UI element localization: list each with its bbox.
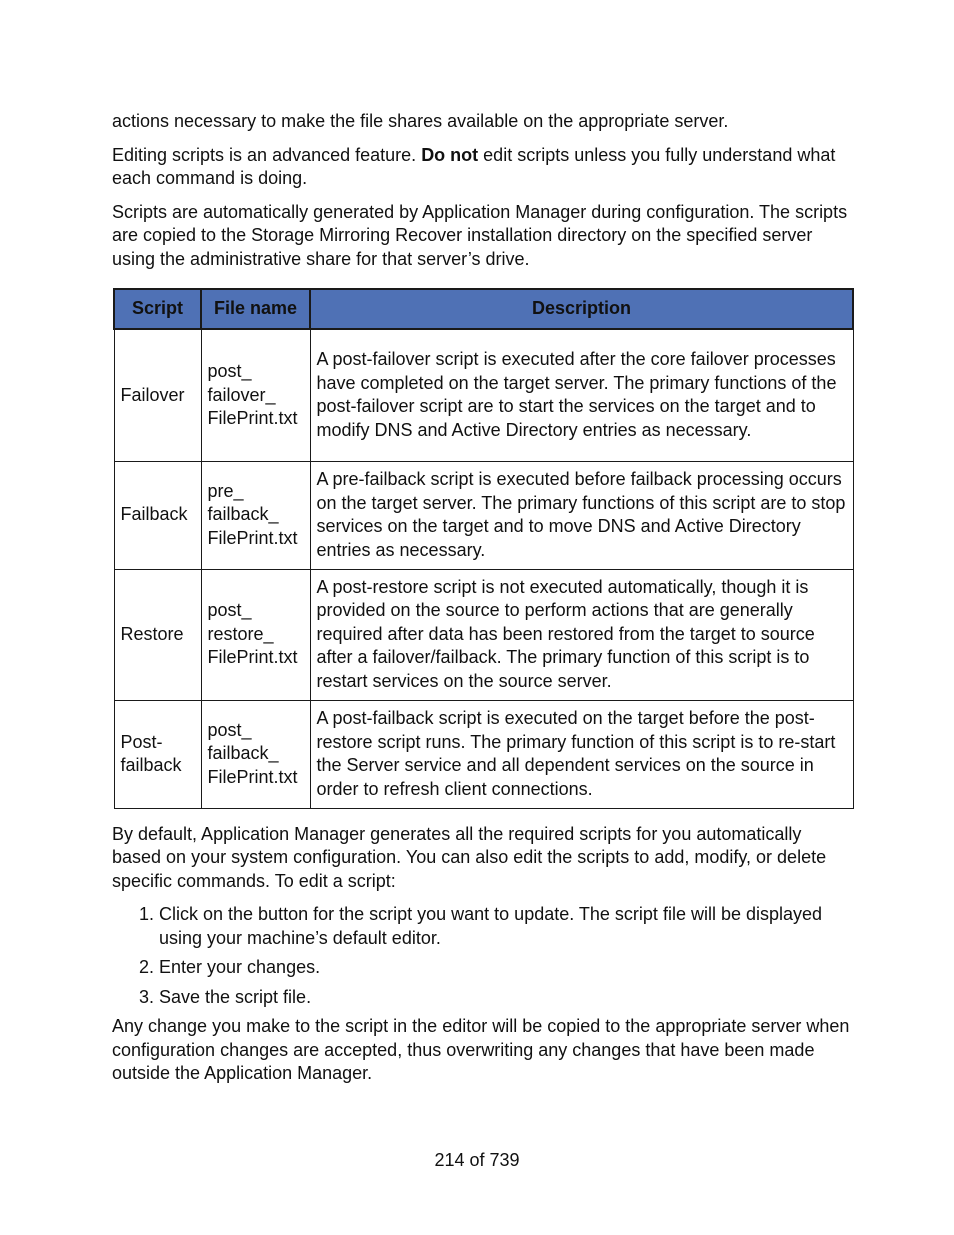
cell-description: A pre-failback script is executed before failback processing occurs on the target server. The primary functions of this script are to stop services on the target and to move DNS and Active Directory entries as necessary. xyxy=(310,461,853,569)
table-row xyxy=(114,569,853,700)
table-row xyxy=(114,329,853,461)
cell-file-name: post_ failback_ FilePrint.txt xyxy=(201,700,310,808)
body-paragraph-defaults: By default, Application Manager generates all the required scripts for you automatically based on your system configuration. You can also edit the scripts to add, modify, or delete specific commands. To edit a script: xyxy=(112,823,827,891)
cell-description: A post-failover script is executed after the core failover processes have completed on the target server. The primary functions of the post-failover script are to start the services on the target and to modify DNS and Active Directory entries as necessary. xyxy=(310,329,853,461)
cell-description: A post-restore script is not executed automatically, though it is provided on the source to perform actions that are generally required after data has been restored from the target to source after a failover/failback. The primary function of this script is to restart services on the source server. xyxy=(310,569,853,700)
list-item: 2. Enter your changes. xyxy=(159,956,852,980)
body-paragraph-changes: Any change you make to the script in the editor will be copied to the appropriate server when configuration changes are accepted, thus overwriting any changes that have been made outside the Application Manager. xyxy=(112,1016,850,1083)
cell-script: Failover xyxy=(114,329,201,461)
header-script: Script xyxy=(114,289,201,329)
header-file-name: File name xyxy=(201,289,310,329)
do-not-emphasis: Do not xyxy=(421,144,479,165)
cell-file-name: pre_ failback_ FilePrint.txt xyxy=(201,461,310,569)
cell-script: Post- failback xyxy=(114,700,201,808)
cell-file-name: post_ failover_ FilePrint.txt xyxy=(201,329,310,461)
intro-paragraph-3: Scripts are automatically generated by Application Manager during configuration. The scripts are copied to the Storage Mirroring Recover installation directory on the specified server using the administrative share for that server’s drive. xyxy=(112,201,848,269)
header-description: Description xyxy=(310,289,853,329)
cell-file-name: post_ restore_ FilePrint.txt xyxy=(201,569,310,700)
table-header-row xyxy=(114,289,853,329)
intro-paragraph-1: actions necessary to make the file shares available on the appropriate server. xyxy=(112,111,729,131)
list-item: 3. Save the script file. xyxy=(159,986,852,1010)
cell-script: Failback xyxy=(114,461,201,569)
edit-steps-list xyxy=(112,903,852,1009)
table-row xyxy=(114,461,853,569)
cell-description: A post-failback script is executed on the target before the post-restore script runs. The primary function of this script is to re-start the Server service and all dependent services on the source in order to refresh client connections. xyxy=(310,700,853,808)
list-item: 1. Click on the button for the script you want to update. The script file will be displayed using your machine’s default editor. xyxy=(159,903,852,950)
scripts-table xyxy=(113,288,854,809)
page-content xyxy=(112,110,852,1096)
table-row xyxy=(114,700,853,808)
cell-script: Restore xyxy=(114,569,201,700)
page-number: 214 of 739 xyxy=(434,1150,520,1170)
intro-paragraph-2: Editing scripts is an advanced feature. Do not edit scripts unless you fully understand what each command is doing. xyxy=(112,144,836,188)
